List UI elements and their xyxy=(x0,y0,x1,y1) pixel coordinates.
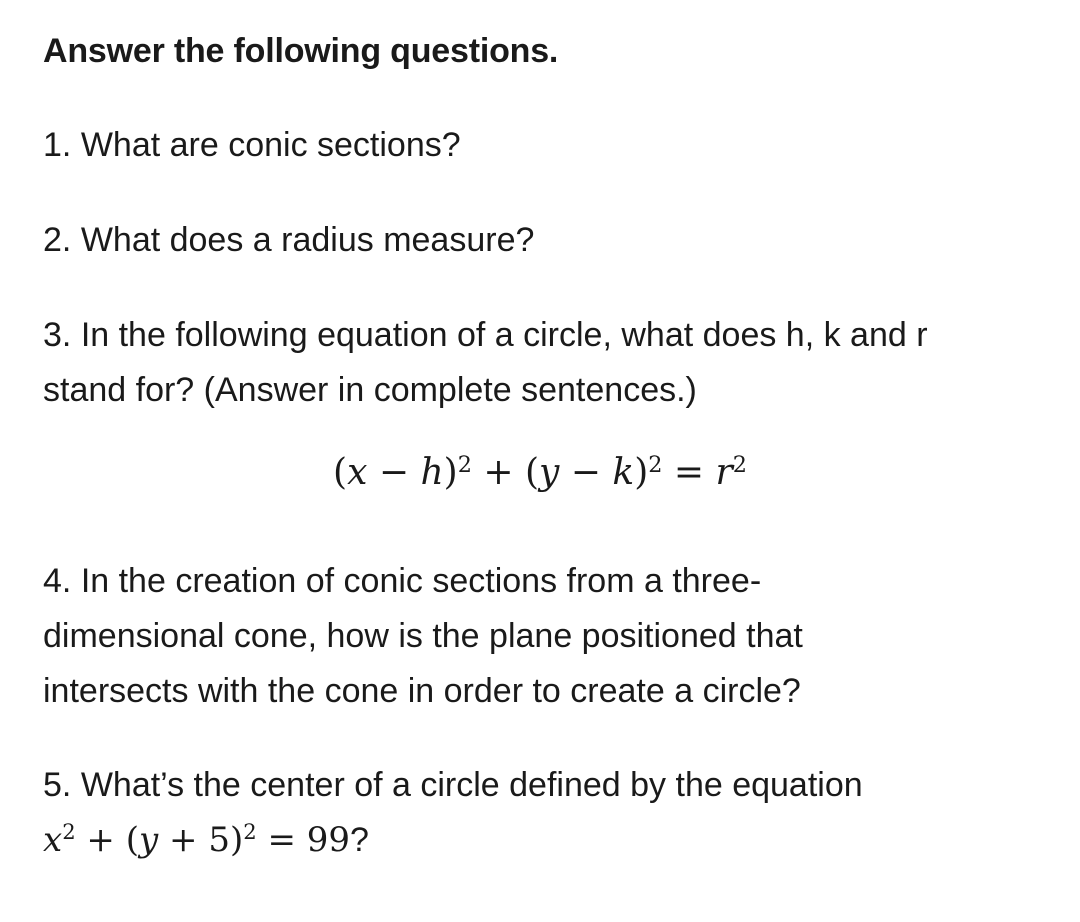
eq-var-r: r xyxy=(715,452,733,493)
question-3-text-1: In the following equation of a circle, what does h, k and r xyxy=(80,316,928,354)
eq-equals: = xyxy=(662,452,716,493)
eq-paren-open-1: ( xyxy=(333,452,348,493)
question-4-line-2: dimensional cone, how is the plane positioned that xyxy=(43,617,803,655)
q5-paren-close: ) xyxy=(229,820,244,860)
worksheet-heading: Answer the following questions. xyxy=(43,32,559,70)
question-5-text-1: What’s the center of a circle defined by the equation xyxy=(80,766,863,804)
question-1 xyxy=(43,118,1053,173)
eq-minus-2: − xyxy=(559,452,613,493)
q5-var-x: x xyxy=(43,820,63,860)
eq-minus-1: − xyxy=(367,452,421,493)
q5-var-y: y xyxy=(138,820,159,860)
eq-var-k: k xyxy=(612,452,635,493)
q5-exponent-2: 2 xyxy=(243,819,257,845)
question-5 xyxy=(43,758,1053,868)
question-4-text-1: In the creation of conic sections from a three- xyxy=(80,562,762,600)
eq-paren-open-2: ( xyxy=(524,452,539,493)
q5-exponent-1: 2 xyxy=(62,819,76,845)
eq-paren-close-1: ) xyxy=(443,452,458,493)
q5-plus-1: + xyxy=(75,820,126,860)
question-5-number: 5. xyxy=(43,766,72,804)
q5-plus-2: + xyxy=(158,820,209,860)
q5-rhs: 99 xyxy=(306,820,351,860)
eq-var-y: y xyxy=(539,452,560,493)
eq-plus: + xyxy=(471,452,525,493)
eq-exponent-1: 2 xyxy=(457,451,472,478)
eq-exponent-2: 2 xyxy=(648,451,663,478)
question-2-line xyxy=(43,213,1053,268)
question-3-line-1 xyxy=(43,308,1053,363)
question-5-line-1 xyxy=(43,758,1053,813)
eq-var-x: x xyxy=(347,452,368,493)
circle-equation xyxy=(0,448,1080,498)
eq-var-h: h xyxy=(420,452,444,493)
question-3-number: 3. xyxy=(43,316,72,354)
question-4-line-3: intersects with the cone in order to create a circle? xyxy=(43,672,801,710)
question-4-number: 4. xyxy=(43,562,72,600)
question-3 xyxy=(43,308,1053,418)
eq-paren-close-2: ) xyxy=(634,452,649,493)
question-1-number: 1. xyxy=(43,126,72,164)
question-4-line-1 xyxy=(43,554,1053,609)
eq-exponent-3: 2 xyxy=(732,451,747,478)
question-2-number: 2. xyxy=(43,221,72,259)
question-2 xyxy=(43,213,1053,268)
q5-number-5: 5 xyxy=(208,820,230,860)
q5-paren-open: ( xyxy=(125,820,139,860)
question-3-line-2: stand for? (Answer in complete sentences.) xyxy=(43,371,697,409)
question-1-line xyxy=(43,118,1053,173)
q5-equals: = xyxy=(256,820,307,860)
q5-question-mark: ? xyxy=(350,821,369,859)
question-5-equation xyxy=(43,813,1053,868)
question-2-text: What does a radius measure? xyxy=(80,221,535,259)
question-1-text: What are conic sections? xyxy=(80,126,461,164)
question-4 xyxy=(43,554,1053,719)
